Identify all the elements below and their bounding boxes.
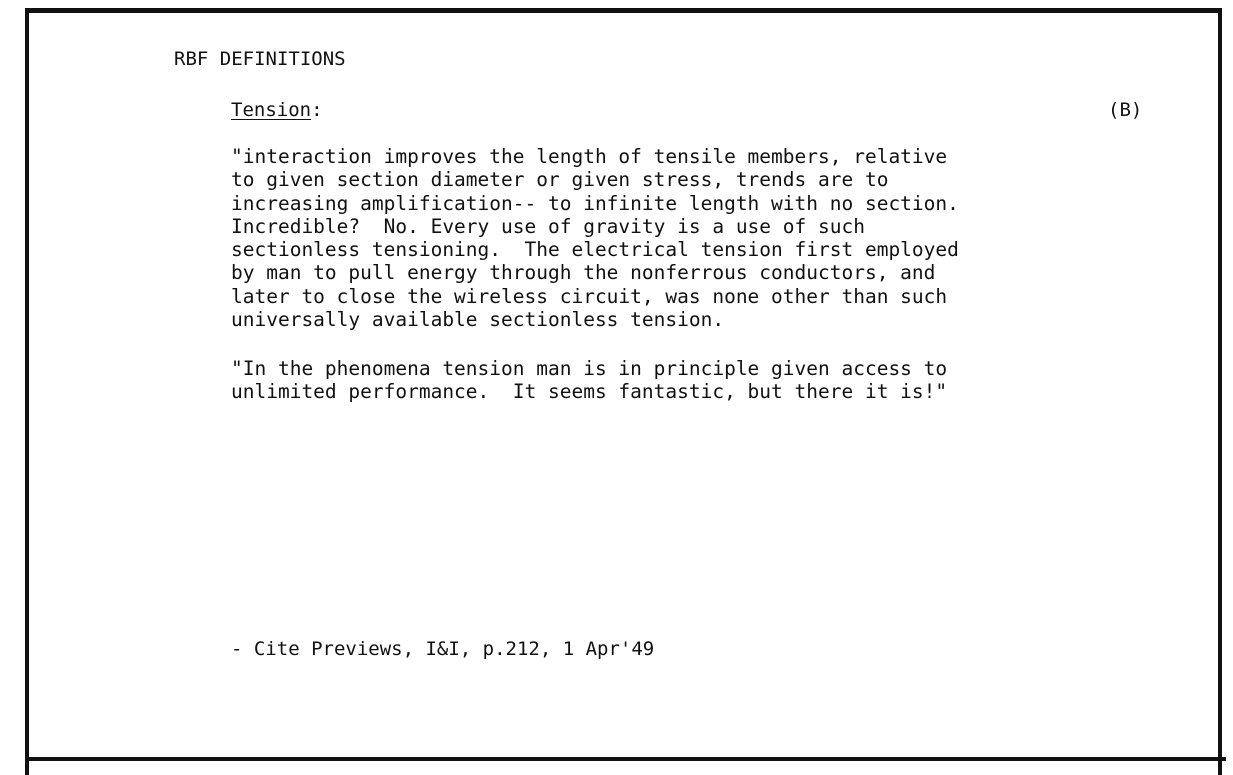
text-line: later to close the wireless circuit, was none other than such	[231, 284, 948, 308]
quote-paragraph-1	[231, 145, 959, 331]
term-title	[231, 99, 323, 121]
citation: - Cite Previews, I&I, p.212, 1 Apr'49	[231, 638, 655, 660]
text-line: universally available sectionless tension.	[231, 308, 725, 332]
text-line: by man to pull energy through the nonferrous conductors, and	[231, 261, 936, 285]
page-heading: RBF DEFINITIONS	[174, 48, 346, 70]
text-line: unlimited performance. It seems fantastic, but there it is!"	[231, 380, 948, 404]
term-colon: :	[311, 99, 323, 121]
text-line: Incredible? No. Every use of gravity is a use of such	[231, 214, 865, 238]
text-line: "interaction improves the length of tensile members, relative	[231, 145, 948, 168]
text-line: "In the phenomena tension man is in principle given access to	[231, 357, 948, 380]
text-line: to given section diameter or given stress, trends are to	[231, 168, 889, 192]
quote-paragraph-2	[231, 357, 947, 404]
text-line: increasing amplification-- to infinite length with no section.	[231, 191, 959, 215]
term-word: Tension	[231, 99, 312, 121]
category-label: (B)	[1108, 99, 1143, 121]
text-line: sectionless tensioning. The electrical tension first employed	[231, 238, 959, 262]
card-bottom-border	[25, 757, 1226, 761]
